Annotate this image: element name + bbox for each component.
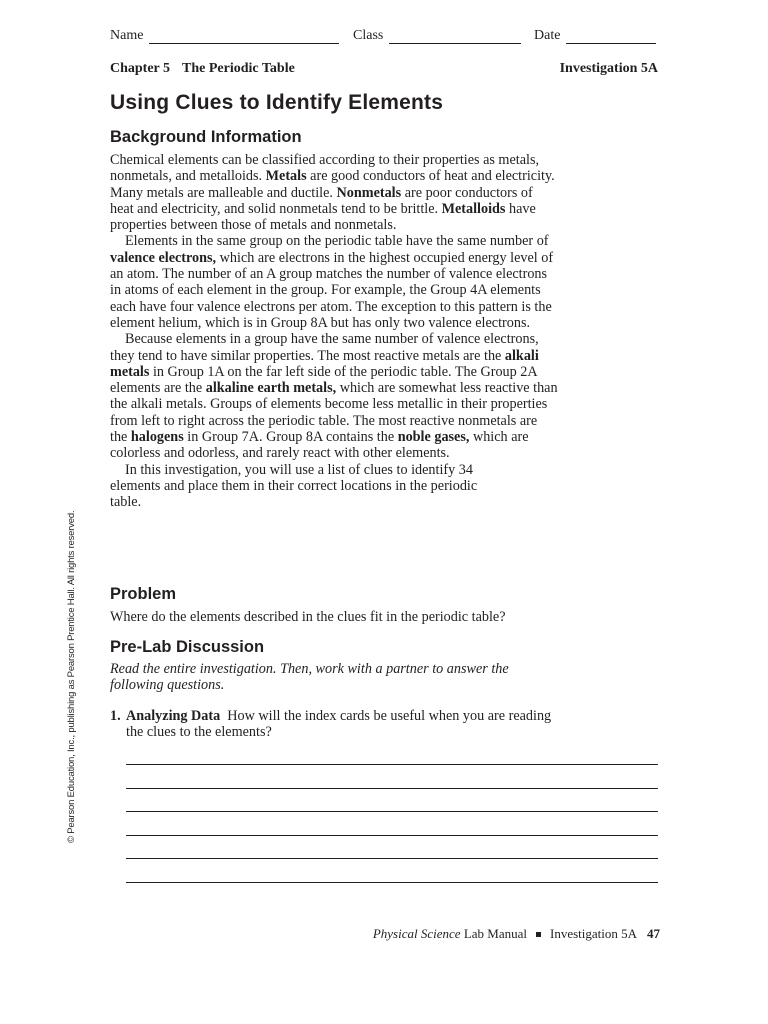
investigation-label: Investigation 5A: [559, 61, 658, 76]
background-paragraph-3: [110, 331, 558, 461]
class-blank[interactable]: [389, 29, 521, 44]
question-text: [126, 708, 560, 741]
key-term: alkaline earth metals,: [205, 380, 337, 397]
text-run: In this investigation, you will use a list of clues to identify 34 elements and place them in their correct locations in the periodic table.: [110, 461, 478, 511]
answer-line[interactable]: [126, 811, 658, 812]
name-label: Name: [110, 28, 144, 43]
background-heading: Background Information: [110, 128, 302, 146]
chapter-title: The Periodic Table: [182, 61, 295, 76]
text-run: which are electrons in the highest occupied energy level of an atom. The number of an A group matches the number of valence electrons in atoms of each element in the group. For example, the Group 4A elements each have four valence electrons per atom. The exception to this pattern is the element helium, which is in Group 8A but has only two valence electrons.: [110, 249, 554, 331]
text-run: in Group 7A. Group 8A contains the: [183, 429, 398, 446]
key-term: Metals: [265, 168, 307, 185]
question-body: How will the index cards be useful when you are reading the clues to the elements?: [126, 708, 552, 741]
footer-investigation: Investigation 5A: [549, 926, 637, 941]
problem-text: Where do the elements described in the clues fit in the periodic table?: [110, 609, 506, 625]
footer-bullet: [536, 932, 541, 937]
text-run: are poor conductors of heat and electricity, and solid nonmetals tend to be brittle.: [110, 184, 533, 217]
question-number: 1.: [110, 708, 121, 724]
name-blank[interactable]: [149, 29, 339, 44]
problem-heading: Problem: [110, 585, 177, 603]
text-run: Elements in the same group on the periodic table have the same number of: [125, 233, 549, 250]
prelab-heading: Pre-Lab Discussion: [110, 638, 265, 656]
answer-line[interactable]: [126, 882, 658, 883]
key-term: Metalloids: [441, 200, 506, 217]
background-paragraph-2: [110, 233, 558, 331]
class-field[interactable]: [353, 28, 521, 44]
key-term: halogens: [130, 429, 184, 446]
question-label: Analyzing Data: [126, 708, 221, 724]
answer-line[interactable]: [126, 835, 658, 836]
page-number: 47: [647, 926, 660, 941]
text-run: Because elements in a group have the same number of valence electrons, they tend to have similar properties. The most reactive metals are the: [110, 331, 539, 364]
copyright-notice: © Pearson Education, Inc., publishing as Pearson Prentice Hall. All rights reserved.: [66, 510, 77, 843]
chapter-row: [110, 61, 658, 77]
page-title: Using Clues to Identify Elements: [110, 91, 444, 114]
footer-book-title: Physical Science: [372, 926, 461, 941]
answer-line[interactable]: [126, 858, 658, 859]
text-run: Chemical elements can be classified according to their properties as metals, nonmetals, and metalloids.: [110, 152, 540, 185]
key-term: valence electrons,: [110, 249, 217, 266]
text-run: are good conductors of heat and electricity. Many metals are malleable and ductile.: [110, 168, 555, 201]
chapter-number: Chapter 5: [110, 61, 171, 76]
answer-line[interactable]: [126, 788, 658, 789]
text-run: have properties between those of metals and nonmetals.: [110, 200, 536, 234]
background-paragraph-4: [110, 462, 558, 511]
class-label: Class: [353, 28, 384, 43]
question-1: [110, 708, 560, 741]
key-term: alkali metals: [110, 347, 539, 380]
answer-line[interactable]: [126, 764, 658, 765]
footer-book-rest: Lab Manual: [460, 926, 527, 941]
header-fields: [110, 28, 658, 48]
background-body: [110, 152, 558, 511]
name-field[interactable]: [110, 28, 339, 44]
date-label: Date: [534, 28, 561, 43]
text-run: which are somewhat less reactive than the alkali metals. Groups of elements become less metallic in their properties from left to right across the periodic table. The most reactive nonmetals are the: [110, 380, 558, 446]
background-paragraph-1: [110, 152, 558, 233]
page-footer: [373, 926, 660, 942]
key-term: noble gases,: [397, 429, 470, 446]
text-run: which are colorless and odorless, and rarely react with other elements.: [110, 429, 529, 462]
text-run: in Group 1A on the far left side of the periodic table. The Group 2A elements are the: [110, 363, 537, 397]
date-field[interactable]: [534, 28, 656, 44]
prelab-instructions: Read the entire investigation. Then, work with a partner to answer the following questions.: [110, 661, 509, 694]
date-blank[interactable]: [566, 29, 656, 44]
key-term: Nonmetals: [336, 184, 402, 201]
